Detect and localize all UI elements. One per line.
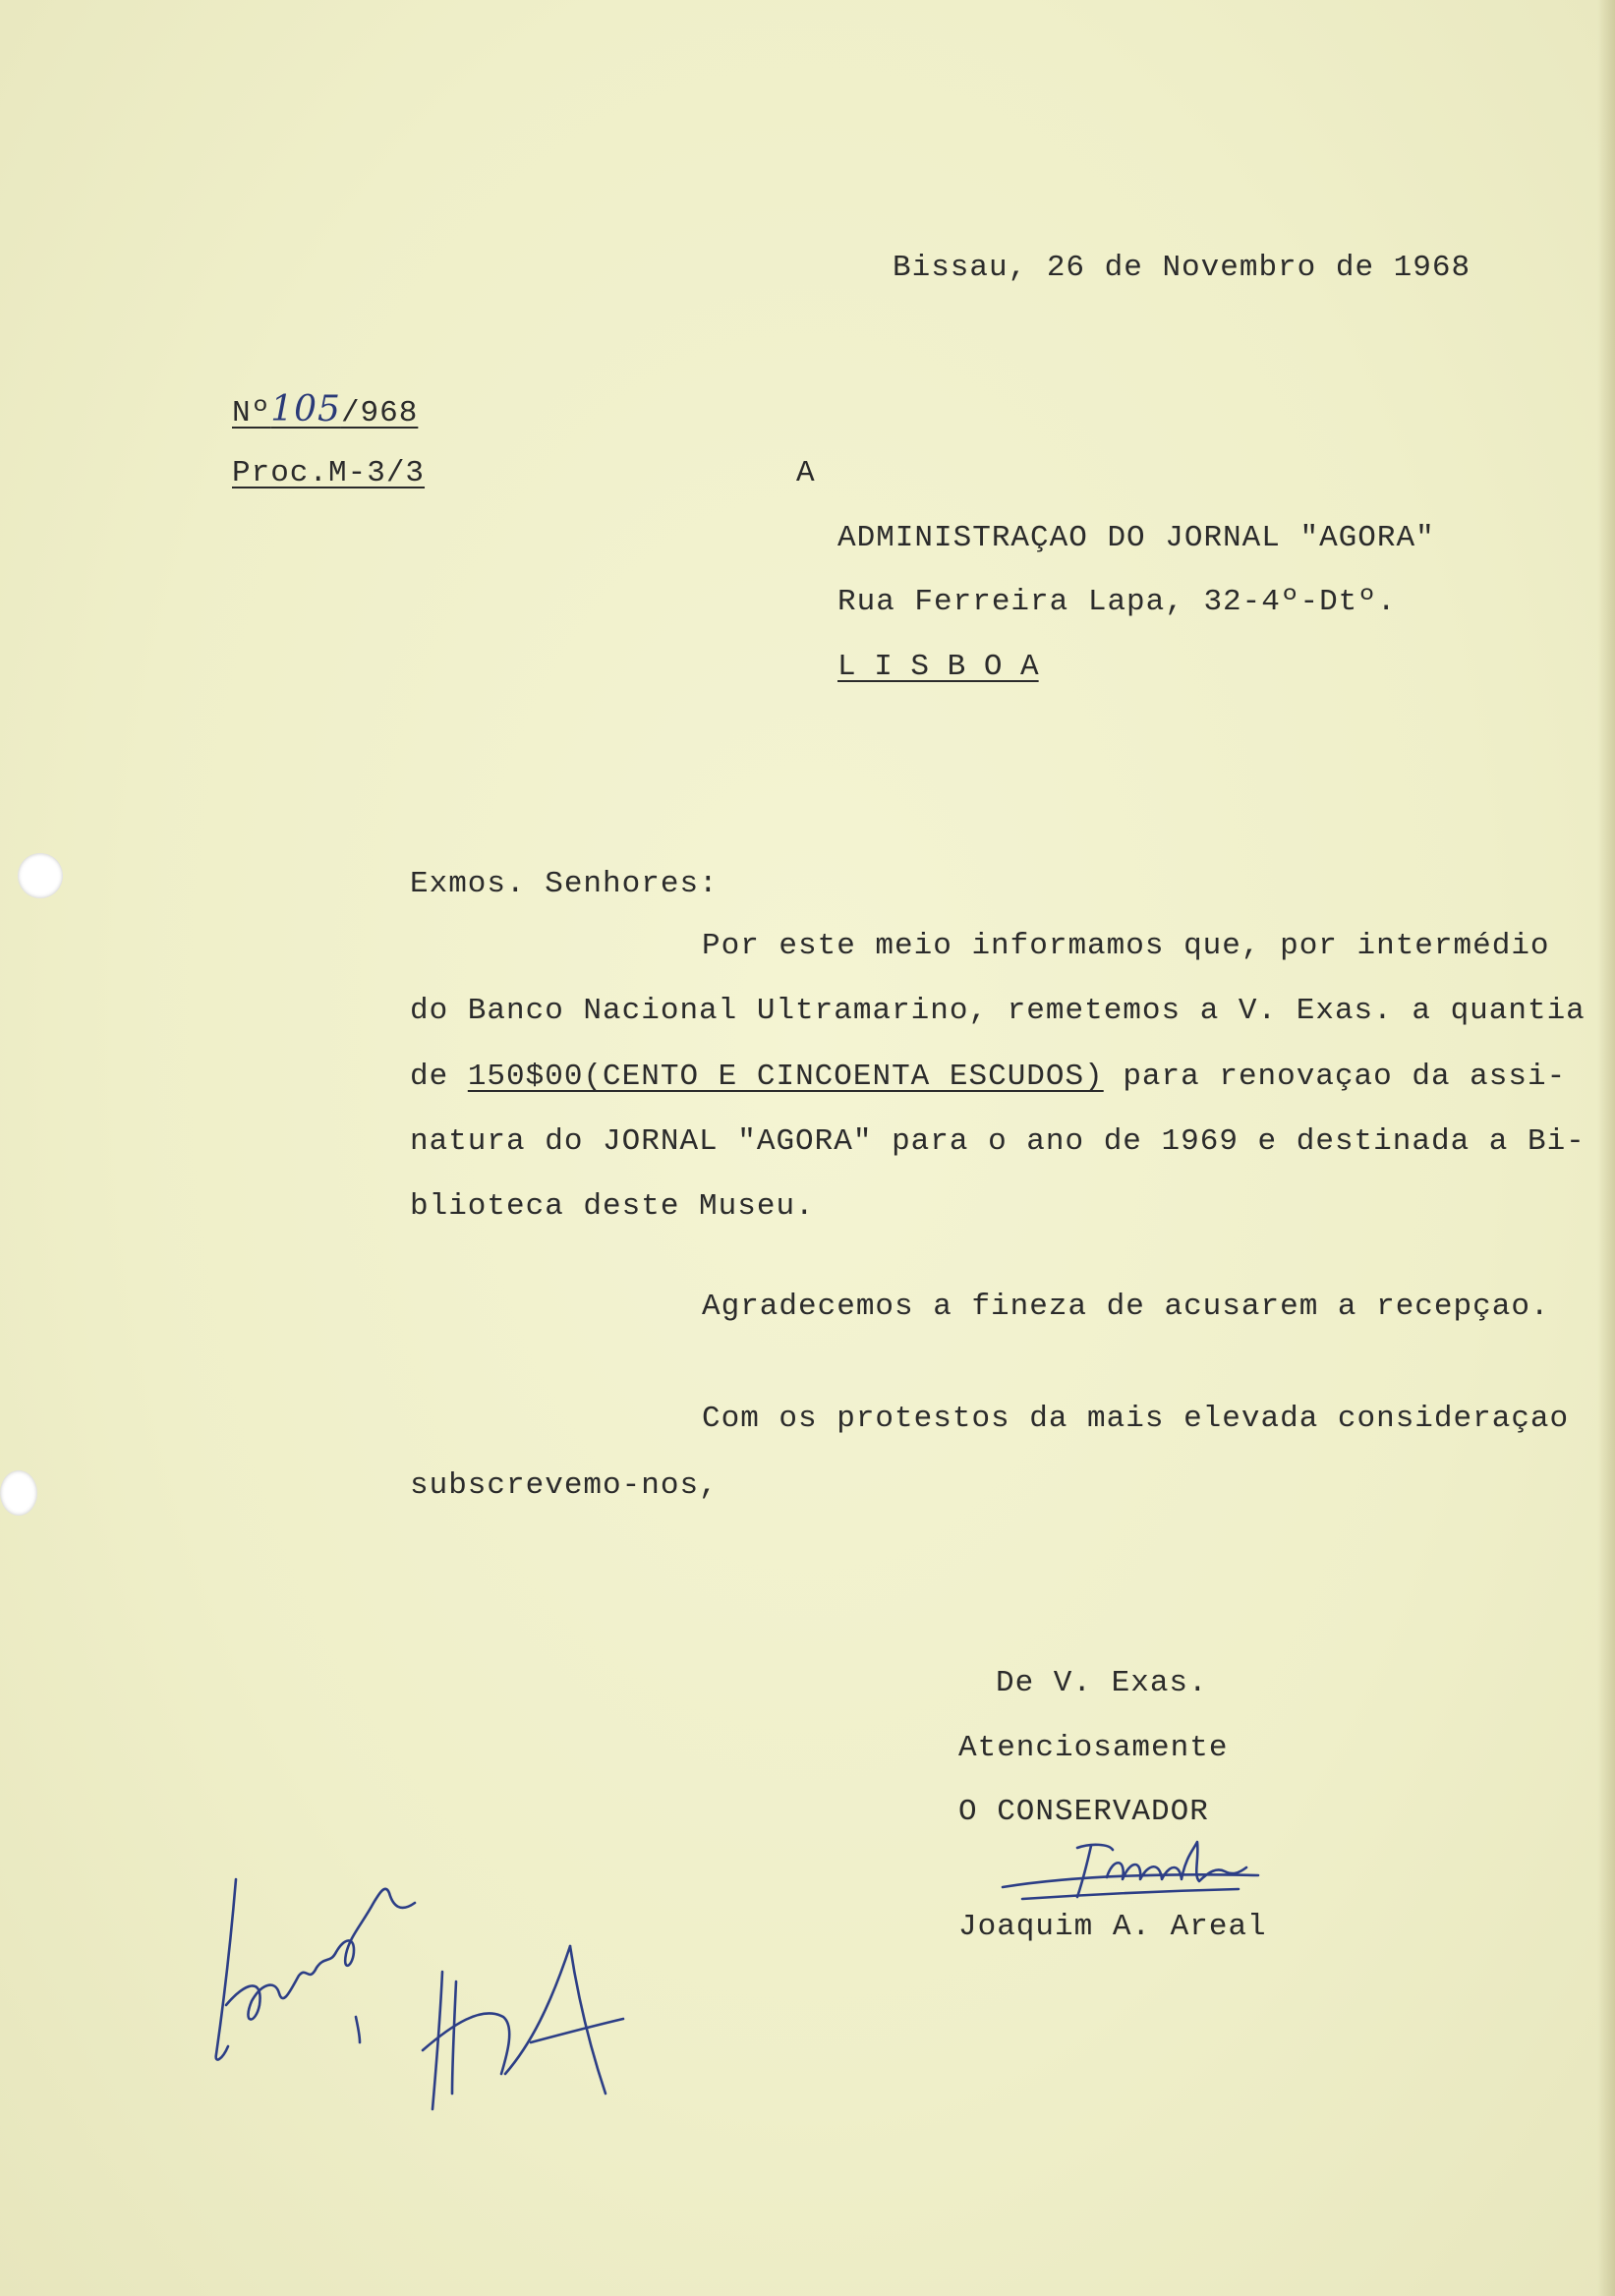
recipient-to: A [796, 456, 816, 490]
process-reference: Proc.M-3/3 [232, 456, 426, 490]
signature-greeting: De V. Exas. [996, 1666, 1208, 1700]
body-line-5: blioteca deste Museu. [410, 1189, 815, 1224]
signature-regards: Atenciosamente [958, 1731, 1229, 1765]
closing-line-2: subscrevemo-nos, [410, 1468, 719, 1503]
body-line-2: do Banco Nacional Ultramarino, remetemos a V. Exas. a quantia [410, 994, 1586, 1028]
punch-hole-bottom [0, 1470, 37, 1516]
reference-number-handwritten: 105 [270, 389, 341, 430]
date-line: Bissau, 26 de Novembro de 1968 [893, 251, 1471, 285]
handwritten-initials [413, 1936, 639, 2123]
signature-name: Joaquim A. Areal [958, 1910, 1267, 1944]
body-line-4: natura do JORNAL "AGORA" para o ano de 1969 e destinada a Bi- [410, 1124, 1586, 1159]
reference-number-suffix: /968 [340, 396, 419, 430]
reference-number [232, 389, 419, 430]
signature-title: O CONSERVADOR [958, 1795, 1209, 1829]
reference-number-prefix: Nº [232, 396, 271, 430]
recipient-address: Rua Ferreira Lapa, 32-4º-Dtº. [837, 585, 1397, 619]
salutation: Exmos. Senhores: [410, 867, 719, 901]
amount-line-after: para renovaçao da assi- [1103, 1060, 1567, 1094]
amount-value: 150$00(CENTO E CINCOENTA ESCUDOS) [467, 1060, 1104, 1094]
amount-line-before: de [410, 1060, 468, 1094]
body-line-3 [410, 1062, 1566, 1092]
body-line-1: Por este meio informamos que, por intermédio [702, 929, 1550, 963]
recipient-city: L I S B O A [837, 650, 1039, 684]
recipient-name: ADMINISTRAÇAO DO JORNAL "AGORA" [837, 521, 1435, 555]
thanks-line: Agradecemos a fineza de acusarem a recepçao. [702, 1290, 1550, 1324]
closing-line-1: Com os protestos da mais elevada consideraçao [702, 1402, 1570, 1436]
punch-hole-top [18, 853, 63, 898]
handwritten-signature [993, 1828, 1268, 1917]
paper-edge-shadow [1597, 0, 1615, 2296]
